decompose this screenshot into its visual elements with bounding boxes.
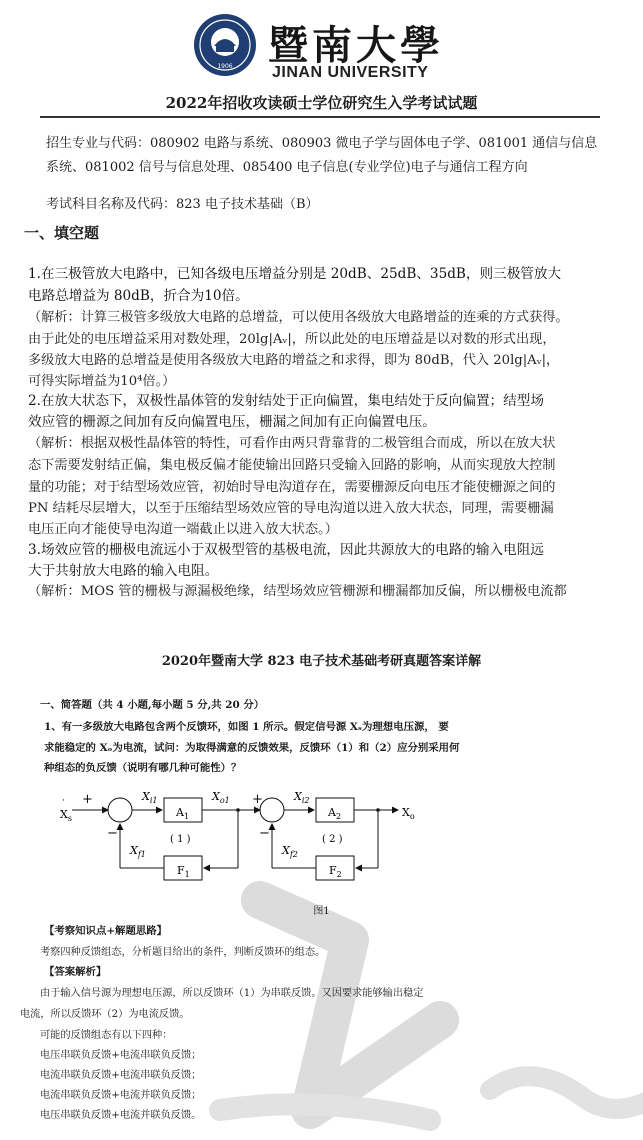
signal-xs: $X_s$ xyxy=(60,808,72,823)
signal-xf1: $X_{f1}$ xyxy=(130,844,146,859)
question-line: 大于共射放大电路的输入电阻。 xyxy=(28,563,219,579)
analysis-line: 多级放大电路的总增益是使用各级放大电路的增益之和求得，即为 80dB，代入 20lg|Aᵥ|， xyxy=(28,353,560,368)
answer-line: 由于输入信号源为理想电压源，所以反馈环（1）为串联反馈。又因要求能够输出稳定 xyxy=(40,988,424,999)
question-line: 求能稳定的 Xₒ为电流，试问：为取得满意的反馈效果，反馈环（1）和（2）应分别采用何 xyxy=(44,742,460,754)
knowledge-text: 考察四种反馈组态，分析题目给出的条件，判断反馈环的组态。 xyxy=(40,947,326,958)
seal-year: 1906 xyxy=(217,63,233,70)
feedback-block-diagram xyxy=(50,780,440,885)
analysis-line: PN 结耗尽层增大，以至于压缩结型场效应管的导电沟道以进入放大状态，同理，需要栅漏 xyxy=(28,501,554,516)
majors-line-1: 招生专业与代码：080902 电路与系统、080903 微电子学与固体电子学、081001 通信与信息 xyxy=(46,136,598,151)
analysis-line: （解析：MOS 管的栅极与源漏极绝缘，结型场效应管栅源和栅漏都加反偏，所以栅极电流都 xyxy=(28,584,567,599)
question-line: 3.场效应管的栅极电流远小于双极型管的基极电流，因此共源放大的电路的输入电阻远 xyxy=(28,542,544,558)
sum1-minus: − xyxy=(107,826,118,841)
signal-xf2: $X_{f2}$ xyxy=(282,844,298,859)
answer-heading: 【答案解析】 xyxy=(44,966,107,978)
block-a2: $A_2$ xyxy=(328,806,342,821)
answer-doc-title: 2020年暨南大学 823 电子技术基础考研真题答案详解 xyxy=(161,654,482,669)
sum1-plus: + xyxy=(82,792,93,807)
exam-title: 2022年招收攻读硕士学位研究生入学考试试题 xyxy=(165,94,478,112)
option-item: 电流串联负反馈+电流串联负反馈； xyxy=(40,1070,202,1081)
answer-section-heading: 一、简答题（共 4 小题,每小题 5 分,共 20 分） xyxy=(40,699,265,711)
question-line: 1.在三极管放大电路中，已知各级电压增益分别是 20dB、25dB、35dB，则三极管放大 xyxy=(28,266,562,282)
subject-line: 考试科目名称及代码：823 电子技术基础（B） xyxy=(46,197,319,212)
option-item: 电流串联负反馈+电流并联负反馈； xyxy=(40,1090,202,1101)
figure-caption: 图1 xyxy=(313,906,330,917)
signal-xo: $X_o$ xyxy=(402,806,415,821)
block-a1: $A_1$ xyxy=(176,806,190,821)
analysis-line: 由于此处的电压增益采用对数处理，20lg|Aᵥ|，所以此处的电压增益是以对数的形式出现， xyxy=(28,332,556,347)
sum2-minus: − xyxy=(259,826,270,841)
university-seal-icon xyxy=(192,12,258,78)
loop-1-label: ( 1 ) xyxy=(170,834,191,845)
question-line: 效应管的栅源之间加有反向偏置电压，栅漏之间加有正向偏置电压。 xyxy=(28,414,436,430)
svg-text:·: · xyxy=(62,796,65,806)
majors-line-2: 系统、081002 信号与信息处理、085400 电子信息(专业学位)电子与通信工程方向 xyxy=(46,160,528,175)
knowledge-heading: 【考察知识点+解题思路】 xyxy=(44,925,168,937)
header-divider xyxy=(40,116,600,118)
section-heading: 一、填空题 xyxy=(24,224,100,242)
question-line: 2.在放大状态下，双极性晶体管的发射结处于正向偏置，集电结处于反向偏置；结型场 xyxy=(28,393,544,409)
question-line: 电路总增益为 80dB，折合为10倍。 xyxy=(28,288,249,304)
analysis-line: 态下需要发射结正偏，集电极反偏才能使输出回路只受输入回路的影响，从而实现放大控制 xyxy=(28,458,556,473)
analysis-line: （解析：计算三极管多级放大电路的总增益，可以使用各级放大电路增益的连乘的方式获得。 xyxy=(28,310,569,325)
block-f1: $F_1$ xyxy=(177,864,190,879)
loop-2-label: ( 2 ) xyxy=(322,834,343,845)
signal-xi2: $X_{i2}$ xyxy=(294,790,310,805)
block-f2: $F_2$ xyxy=(329,864,342,879)
university-name-cn: 暨南大學 xyxy=(268,22,444,69)
analysis-line: 可得实际增益为10⁴倍。） xyxy=(28,374,176,389)
signal-xo1: $X_{o1}$ xyxy=(212,790,230,805)
analysis-line: 量的功能；对于结型场效应管，初始时导电沟道存在，需要栅源反向电压才能使栅源之间的 xyxy=(28,480,556,495)
sum2-plus: + xyxy=(252,792,263,807)
option-item: 电压串联负反馈+电流串联负反馈； xyxy=(40,1050,202,1061)
watermark-graphic xyxy=(200,880,643,1140)
question-line: 种组态的负反馈（说明有哪几种可能性）？ xyxy=(44,762,242,774)
analysis-line: 电压正向才能使导电沟道一端截止以进入放大状态。） xyxy=(28,522,338,537)
option-item: 电压串联负反馈+电流并联负反馈。 xyxy=(40,1110,202,1121)
signal-xi1: $X_{i1}$ xyxy=(142,790,158,805)
analysis-line: （解析：根据双极性晶体管的特性，可看作由两只背靠背的二极管组合而成，所以在放大状 xyxy=(28,436,556,451)
university-name-en: JINAN UNIVERSITY xyxy=(272,64,429,81)
options-intro: 可能的反馈组态有以下四种： xyxy=(40,1030,173,1041)
answer-line: 电流，所以反馈环（2）为电流反馈。 xyxy=(20,1009,190,1020)
question-line: 1、有一多级放大电路包含两个反馈环，如图 1 所示。假定信号源 Xₛ为理想电压源， 要 xyxy=(44,721,449,733)
